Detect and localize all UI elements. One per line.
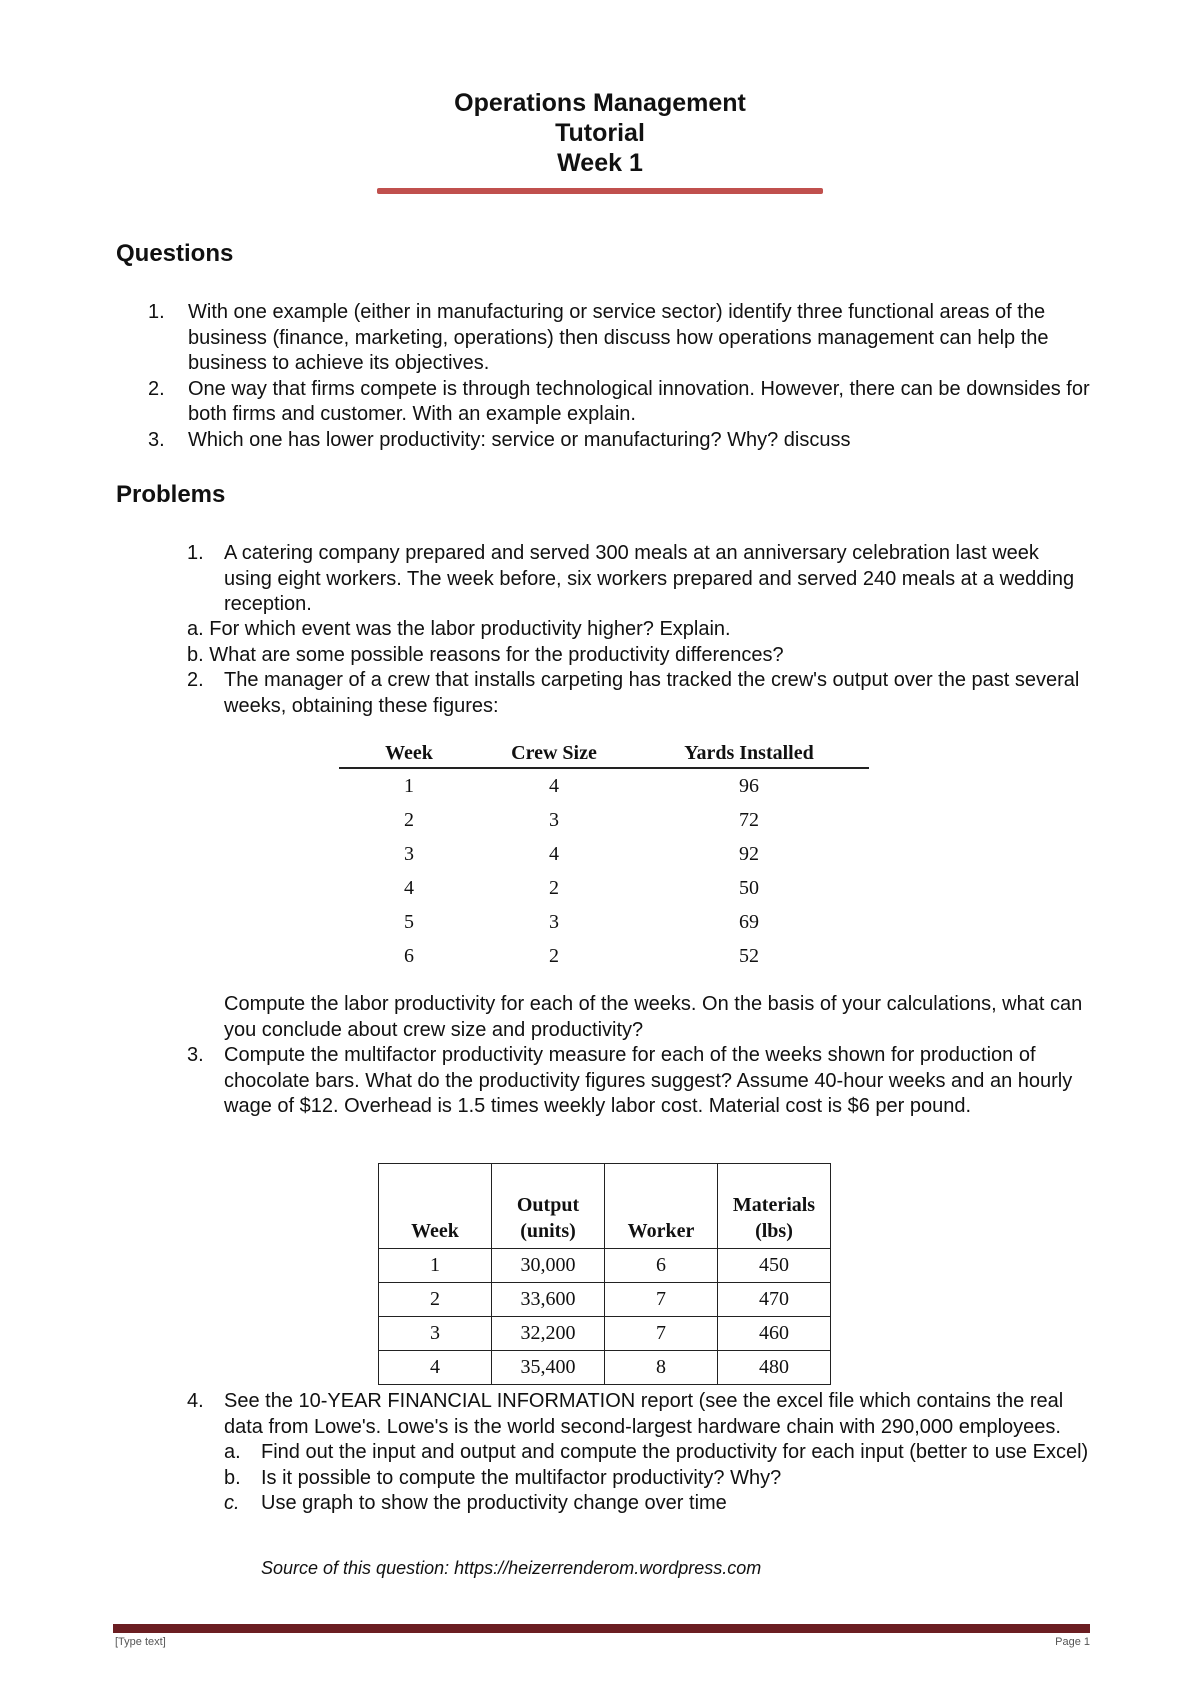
col-header-crew-size: Crew Size	[479, 739, 629, 768]
table-cell: 1	[404, 774, 414, 797]
table-cell: 72	[739, 808, 759, 831]
header-line-1: Output	[516, 1194, 580, 1216]
table-cell: 4	[404, 876, 414, 899]
problem-2-body	[187, 668, 1090, 719]
chocolate-production-table	[378, 1163, 831, 1385]
sub-text: Is it possible to compute the multifactor productivity? Why?	[261, 1466, 782, 1489]
table-cell: 33,600	[492, 1283, 605, 1317]
table-row	[339, 768, 869, 803]
question-text: One way that firms compete is through technological innovation. However, there can be downsides for both firms and customer. With an example explain.	[188, 377, 1090, 425]
problem-4-sub-a	[224, 1440, 1090, 1466]
header-line-2: Worker	[627, 1220, 695, 1242]
question-item	[148, 377, 1090, 428]
header-line-2: Week	[411, 1220, 459, 1242]
table-row	[379, 1283, 831, 1317]
problem-1-body	[187, 541, 1090, 618]
footer-left-text: [Type text]	[115, 1636, 166, 1648]
table-row	[379, 1249, 831, 1283]
header-line-2: (lbs)	[755, 1220, 793, 1242]
table-cell: 3	[404, 842, 414, 865]
table-cell: 3	[379, 1317, 492, 1351]
crew-output-table	[339, 739, 869, 973]
table-row	[339, 871, 869, 905]
table-cell: 35,400	[492, 1351, 605, 1385]
table-cell: 2	[549, 876, 559, 899]
table-cell: 5	[404, 910, 414, 933]
problem-1-b: b. What are some possible reasons for the productivity differences?	[187, 643, 784, 666]
table-header-row	[339, 739, 869, 768]
table-cell: 30,000	[492, 1249, 605, 1283]
problem-1-a: a. For which event was the labor productivity higher? Explain.	[187, 618, 731, 640]
problem-2	[187, 668, 1090, 719]
problem-1	[187, 541, 1090, 618]
table-cell: 6	[605, 1249, 718, 1283]
source-note: Source of this question: https://heizerrenderom.wordpress.com	[261, 1558, 762, 1578]
table-row	[379, 1351, 831, 1385]
table-row	[379, 1317, 831, 1351]
table-cell: 32,200	[492, 1317, 605, 1351]
header-line-2: (units)	[520, 1220, 576, 1242]
table-cell: 8	[605, 1351, 718, 1385]
table-row	[339, 803, 869, 837]
sub-text: Find out the input and output and compute the productivity for each input (better to use Excel)	[261, 1441, 1089, 1463]
col-header-week	[379, 1164, 492, 1249]
table-row	[339, 939, 869, 973]
table-cell: 2	[379, 1283, 492, 1317]
title-line-1: Operations Management	[454, 89, 746, 117]
list-number: 3.	[187, 1044, 204, 1066]
col-header-worker	[605, 1164, 718, 1249]
table-cell: 2	[549, 944, 559, 967]
table-cell: 7	[605, 1283, 718, 1317]
table-cell: 2	[404, 808, 414, 831]
table-cell: 3	[549, 808, 559, 831]
table-cell: 4	[549, 842, 559, 865]
table-cell: 6	[404, 944, 414, 967]
problem-4-body	[187, 1389, 1090, 1440]
page-number: Page 1	[1055, 1636, 1090, 1648]
problem-3-text: Compute the multifactor productivity measure for each of the weeks shown for production of chocolate bars. What do the productivity figures suggest? Assume 40-hour weeks and an hourly wage of $12. Overhead is 1.5 times weekly labor cost. Material cost is $6 per pound.	[224, 1044, 1073, 1117]
problem-3-body	[187, 1043, 1090, 1120]
problem-2-text: The manager of a crew that installs carpeting has tracked the crew's output over the past several weeks, obtaining these figures:	[224, 669, 1080, 717]
table-cell: 7	[605, 1317, 718, 1351]
problem-1-text: A catering company prepared and served 300 meals at an anniversary celebration last week using eight workers. The week before, six workers prepared and served 240 meals at a wedding reception.	[224, 542, 1075, 615]
question-text: Which one has lower productivity: service or manufacturing? Why? discuss	[188, 428, 851, 451]
col-header-output	[492, 1164, 605, 1249]
table-cell: 50	[739, 876, 759, 899]
sub-text: Use graph to show the productivity change over time	[261, 1492, 727, 1514]
table-row	[339, 837, 869, 871]
table-cell: 480	[718, 1351, 831, 1385]
title-divider	[377, 188, 823, 194]
problem-1-subs	[187, 617, 1090, 668]
problem-4-sub-c	[224, 1491, 1090, 1517]
sub-letter: a.	[224, 1441, 241, 1463]
list-number: 1.	[148, 301, 165, 323]
title-line-2: Tutorial	[555, 119, 645, 147]
table-cell: 92	[739, 842, 759, 865]
problem-3	[187, 1043, 1090, 1120]
problem-4-sub-b	[224, 1466, 1090, 1492]
list-number: 1.	[187, 542, 204, 564]
problem-4-text: See the 10-YEAR FINANCIAL INFORMATION report (see the excel file which contains the real data from Lowe's. Lowe's is the world second-largest hardware chain with 290,000 employees.	[224, 1390, 1064, 1438]
table-cell: 4	[549, 774, 559, 797]
sub-letter: c.	[224, 1492, 240, 1514]
question-item	[148, 300, 1090, 377]
table-header-row	[379, 1164, 831, 1249]
table-cell: 52	[739, 944, 759, 967]
table-row	[339, 905, 869, 939]
header-line-1: Materials	[732, 1194, 816, 1216]
list-number: 4.	[187, 1390, 204, 1412]
problems-heading: Problems	[116, 481, 226, 508]
col-header-week: Week	[339, 739, 479, 768]
table-cell: 460	[718, 1317, 831, 1351]
table-cell: 450	[718, 1249, 831, 1283]
questions-list	[148, 300, 1090, 453]
footer-divider	[113, 1624, 1090, 1633]
problem-4	[187, 1389, 1090, 1517]
col-header-yards-installed: Yards Installed	[629, 739, 869, 768]
list-number: 2.	[148, 377, 165, 400]
question-item	[148, 428, 1090, 454]
table-cell: 96	[739, 774, 759, 797]
list-number: 2.	[187, 669, 204, 691]
table-cell: 1	[379, 1249, 492, 1283]
table-cell: 4	[379, 1351, 492, 1385]
questions-heading: Questions	[116, 240, 234, 267]
title-line-3: Week 1	[557, 149, 643, 177]
col-header-materials	[718, 1164, 831, 1249]
table-cell: 470	[718, 1283, 831, 1317]
list-number: 3.	[148, 428, 165, 451]
sub-letter: b.	[224, 1466, 241, 1489]
table-cell: 3	[549, 910, 559, 933]
problem-2-after: Compute the labor productivity for each of the weeks. On the basis of your calculations, what can you conclude about crew size and productivity?	[224, 993, 1083, 1041]
table-cell: 69	[739, 910, 759, 933]
question-text: With one example (either in manufacturing or service sector) identify three functional areas of the business (finance, marketing, operations) then discuss how operations management can help the business to achieve its objectives.	[188, 301, 1049, 374]
